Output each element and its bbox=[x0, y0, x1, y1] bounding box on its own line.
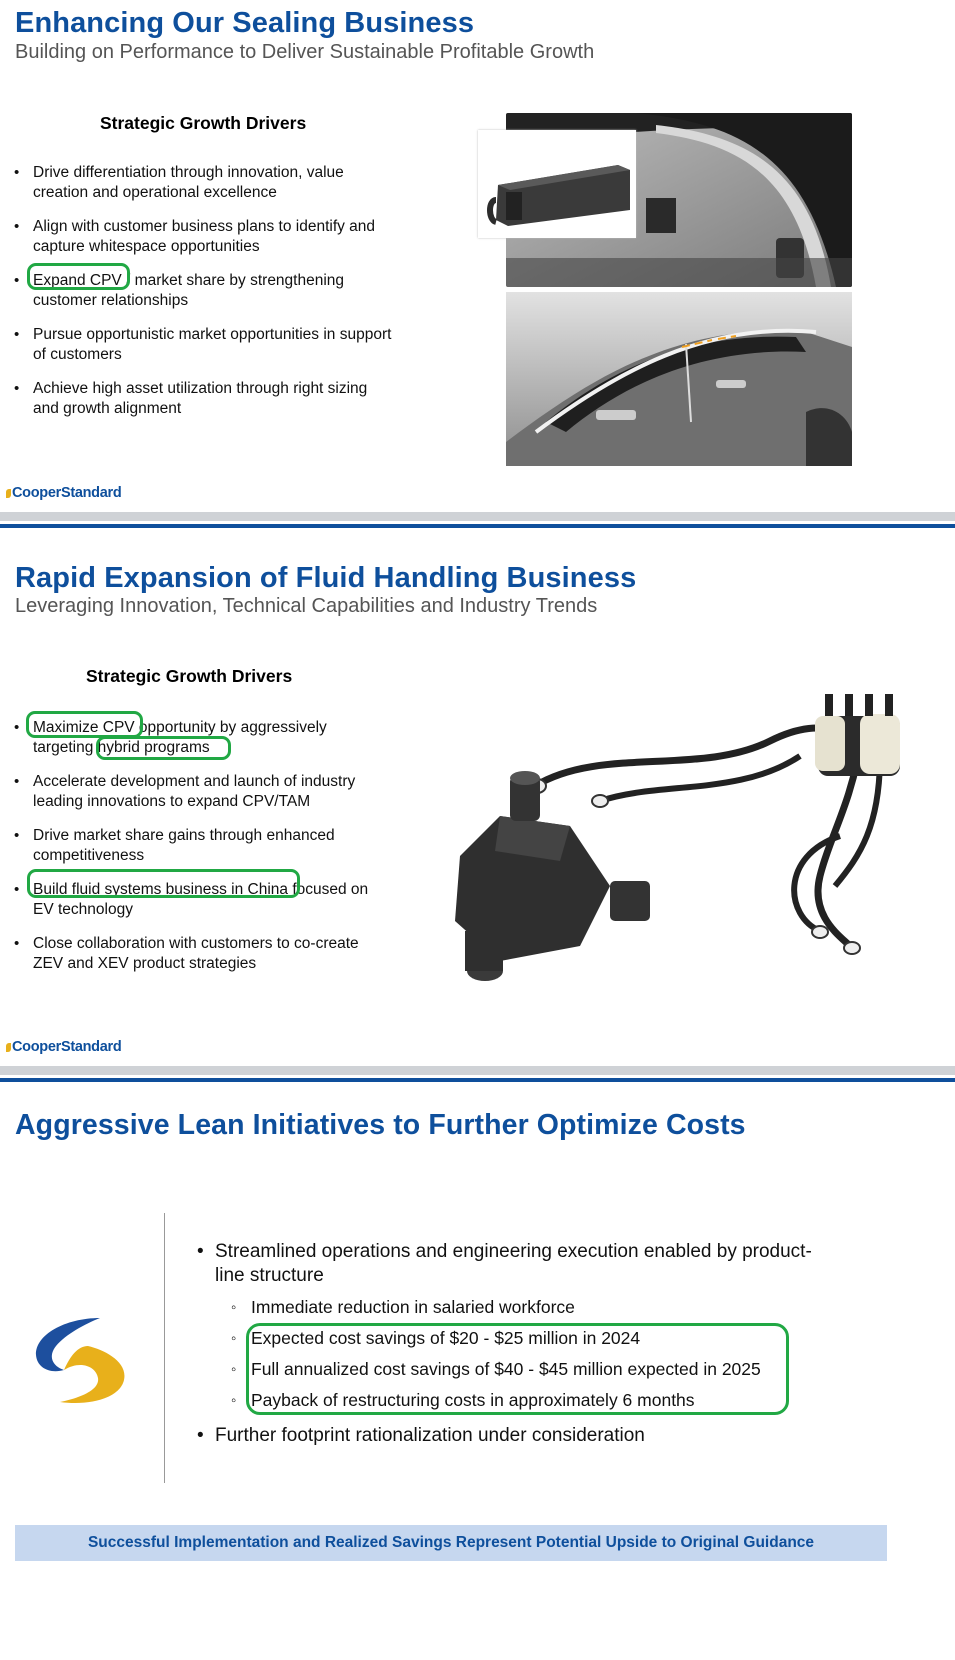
slide-lean-body bbox=[0, 1145, 955, 1660]
list-item: ◦ Immediate reduction in salaried workforce bbox=[197, 1292, 817, 1323]
slide-subtitle: Leveraging Innovation, Technical Capabilities and Industry Trends bbox=[15, 595, 598, 617]
car-exterior-photo bbox=[506, 292, 852, 466]
list-item: ◦ Expected cost savings of $20 - $25 million in 2024 bbox=[197, 1323, 817, 1354]
list-item: • Maximize CPV opportunity by aggressively targeting hybrid programs bbox=[14, 718, 374, 758]
slide-title: Enhancing Our Sealing Business bbox=[15, 7, 475, 39]
slide-subtitle: Building on Performance to Deliver Sustainable Profitable Growth bbox=[15, 41, 595, 63]
list-item: • Close collaboration with customers to co-create ZEV and XEV product strategies bbox=[14, 934, 374, 974]
list-item: • Build fluid systems business in China focused on EV technology bbox=[14, 880, 374, 920]
list-item: • Further footprint rationalization under consideration bbox=[197, 1424, 817, 1448]
guidance-banner: Successful Implementation and Realized Savings Represent Potential Upside to Original Guidance bbox=[15, 1525, 887, 1561]
drivers-list bbox=[14, 163, 394, 419]
list-item: • Streamlined operations and engineering execution enabled by product-line structure bbox=[197, 1240, 817, 1288]
list-item: • Accelerate development and launch of industry leading innovations to expand CPV/TAM bbox=[14, 772, 374, 812]
list-item: • Expand CPV / market share by strengthening customer relationships bbox=[14, 271, 394, 311]
list-item: • Achieve high asset utilization through right sizing and growth alignment bbox=[14, 379, 394, 419]
slide-sealing-business bbox=[0, 0, 955, 550]
slide-divider bbox=[0, 1066, 955, 1075]
drivers-list bbox=[14, 718, 374, 974]
slide-title: Rapid Expansion of Fluid Handling Business bbox=[15, 562, 637, 594]
slide-fluid-handling bbox=[0, 556, 955, 1139]
logo-mark-icon bbox=[6, 489, 11, 498]
list-item: • Pursue opportunistic market opportunities in support of customers bbox=[14, 325, 394, 365]
slide-divider-accent bbox=[0, 1078, 955, 1082]
list-item: ◦ Payback of restructuring costs in approximately 6 months bbox=[197, 1385, 817, 1416]
slide-title: Aggressive Lean Initiatives to Further Optimize Costs bbox=[15, 1109, 746, 1141]
drivers-heading: Strategic Growth Drivers bbox=[86, 666, 293, 686]
drivers-heading: Strategic Growth Drivers bbox=[100, 113, 307, 133]
cs-logo-icon bbox=[30, 1310, 130, 1410]
list-item: • Drive differentiation through innovation, value creation and operational excellence bbox=[14, 163, 394, 203]
logo-mark-icon bbox=[6, 1043, 11, 1052]
seal-profile-photo bbox=[478, 130, 636, 238]
list-item: • Drive market share gains through enhanced competitiveness bbox=[14, 826, 374, 866]
list-item: • Align with customer business plans to identify and capture whitespace opportunities bbox=[14, 217, 394, 257]
slide-divider bbox=[0, 512, 955, 521]
vertical-divider bbox=[164, 1213, 165, 1483]
slide-divider-accent bbox=[0, 524, 955, 528]
cost-initiatives-list bbox=[197, 1240, 817, 1448]
list-item: ◦ Full annualized cost savings of $40 - $45 million expected in 2025 bbox=[197, 1354, 817, 1385]
company-logo: CooperStandard bbox=[6, 1039, 121, 1055]
company-logo: CooperStandard bbox=[6, 485, 121, 501]
fluid-system-photo bbox=[440, 686, 910, 986]
